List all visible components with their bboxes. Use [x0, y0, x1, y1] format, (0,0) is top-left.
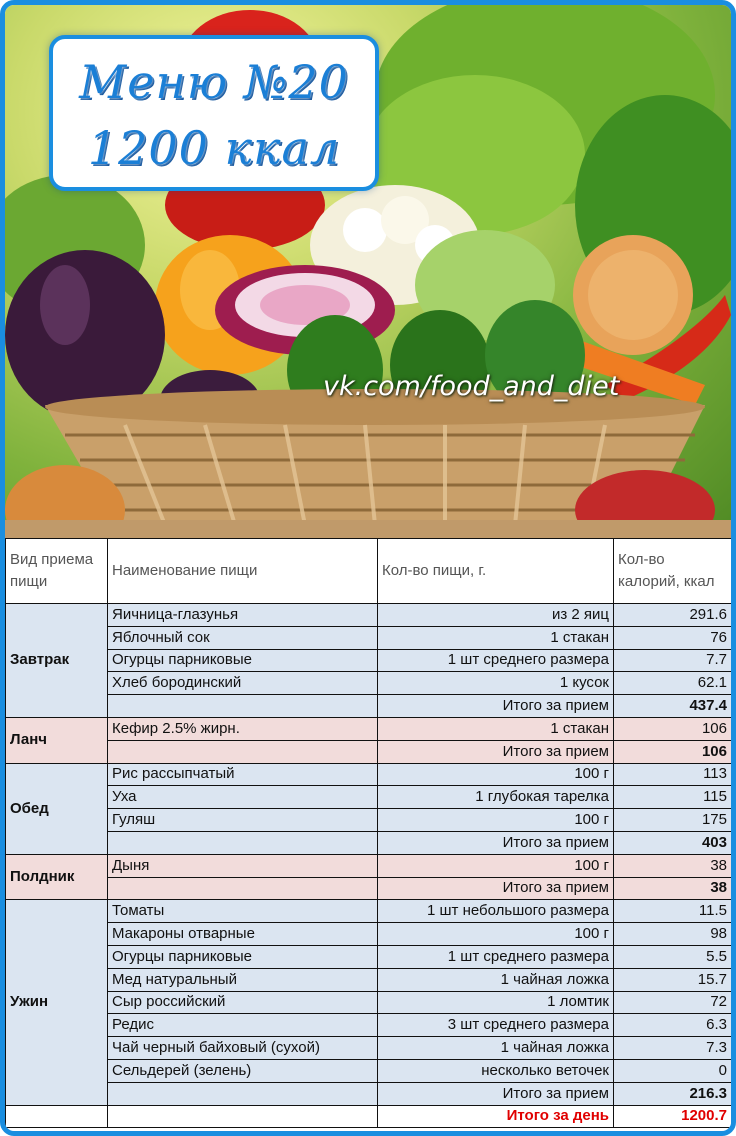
- food-quantity: 1 глубокая тарелка: [378, 786, 614, 809]
- food-quantity: 100 г: [378, 809, 614, 832]
- food-name: Кефир 2.5% жирн.: [108, 717, 378, 740]
- food-calories: 98: [614, 923, 732, 946]
- table-row: [6, 854, 732, 877]
- food-name: Макароны отварные: [108, 923, 378, 946]
- food-quantity: 1 стакан: [378, 626, 614, 649]
- meal-total-spacer: [108, 740, 378, 763]
- food-calories: 76: [614, 626, 732, 649]
- meal-total-value: 403: [614, 831, 732, 854]
- food-calories: 291.6: [614, 604, 732, 627]
- menu-title-box: [49, 35, 379, 191]
- food-calories: 113: [614, 763, 732, 786]
- food-calories: 62.1: [614, 672, 732, 695]
- meal-total-spacer: [108, 831, 378, 854]
- food-name: Гуляш: [108, 809, 378, 832]
- table-row: [6, 626, 732, 649]
- food-quantity: 100 г: [378, 854, 614, 877]
- food-name: Сыр российский: [108, 991, 378, 1014]
- meal-total-label: Итого за прием: [378, 877, 614, 900]
- day-total-spacer-food: [108, 1105, 378, 1128]
- meal-total-label: Итого за прием: [378, 695, 614, 718]
- meal-total-spacer: [108, 1082, 378, 1105]
- menu-title: Меню №20: [79, 55, 349, 109]
- day-total-row: [6, 1105, 732, 1128]
- food-name: Уха: [108, 786, 378, 809]
- meal-name: Завтрак: [6, 604, 108, 718]
- food-quantity: 100 г: [378, 923, 614, 946]
- food-name: Чай черный байховый (сухой): [108, 1037, 378, 1060]
- food-quantity: 1 шт небольшого размера: [378, 900, 614, 923]
- menu-table-body: [6, 604, 732, 1128]
- meal-total-row: [6, 831, 732, 854]
- food-name: Хлеб бородинский: [108, 672, 378, 695]
- food-name: Редис: [108, 1014, 378, 1037]
- meal-total-value: 437.4: [614, 695, 732, 718]
- header-meal: Вид приема пищи: [6, 539, 108, 604]
- table-row: [6, 991, 732, 1014]
- table-row: [6, 717, 732, 740]
- food-calories: 0: [614, 1059, 732, 1082]
- food-quantity: 1 шт среднего размера: [378, 945, 614, 968]
- meal-name: Полдник: [6, 854, 108, 900]
- table-row: [6, 1037, 732, 1060]
- menu-table: [5, 538, 732, 1128]
- food-calories: 5.5: [614, 945, 732, 968]
- meal-total-row: [6, 695, 732, 718]
- header-calories: Кол-во калорий, ккал: [614, 539, 732, 604]
- meal-name: Ланч: [6, 717, 108, 763]
- food-name: Огурцы парниковые: [108, 649, 378, 672]
- table-row: [6, 649, 732, 672]
- food-quantity: 1 чайная ложка: [378, 1037, 614, 1060]
- meal-total-row: [6, 740, 732, 763]
- food-name: Сельдерей (зелень): [108, 1059, 378, 1082]
- food-calories: 7.7: [614, 649, 732, 672]
- meal-total-label: Итого за прием: [378, 1082, 614, 1105]
- meal-total-label: Итого за прием: [378, 831, 614, 854]
- food-quantity: 1 шт среднего размера: [378, 649, 614, 672]
- table-row: [6, 1014, 732, 1037]
- food-name: Огурцы парниковые: [108, 945, 378, 968]
- food-calories: 175: [614, 809, 732, 832]
- food-name: Дыня: [108, 854, 378, 877]
- day-total-label: Итого за день: [378, 1105, 614, 1128]
- table-row: [6, 945, 732, 968]
- vegetable-basket-photo: [5, 5, 731, 538]
- menu-calorie-target: 1200 ккал: [87, 121, 341, 175]
- food-calories: 115: [614, 786, 732, 809]
- meal-total-spacer: [108, 877, 378, 900]
- food-quantity: из 2 яиц: [378, 604, 614, 627]
- source-watermark: vk.com/food_and_diet: [323, 371, 620, 402]
- table-row: [6, 923, 732, 946]
- food-quantity: несколько веточек: [378, 1059, 614, 1082]
- table-header-row: [6, 539, 732, 604]
- food-quantity: 3 шт среднего размера: [378, 1014, 614, 1037]
- header-qty: Кол-во пищи, г.: [378, 539, 614, 604]
- food-calories: 106: [614, 717, 732, 740]
- food-calories: 38: [614, 854, 732, 877]
- food-calories: 7.3: [614, 1037, 732, 1060]
- meal-name: Ужин: [6, 900, 108, 1105]
- meal-total-value: 106: [614, 740, 732, 763]
- day-total-value: 1200.7: [614, 1105, 732, 1128]
- food-name: Рис рассыпчатый: [108, 763, 378, 786]
- meal-total-spacer: [108, 695, 378, 718]
- meal-total-value: 38: [614, 877, 732, 900]
- table-row: [6, 968, 732, 991]
- meal-total-label: Итого за прием: [378, 740, 614, 763]
- table-row: [6, 809, 732, 832]
- table-row: [6, 672, 732, 695]
- header-food: Наименование пищи: [108, 539, 378, 604]
- food-quantity: 1 кусок: [378, 672, 614, 695]
- table-row: [6, 1059, 732, 1082]
- food-name: Мед натуральный: [108, 968, 378, 991]
- food-calories: 11.5: [614, 900, 732, 923]
- food-quantity: 100 г: [378, 763, 614, 786]
- meal-total-value: 216.3: [614, 1082, 732, 1105]
- food-calories: 15.7: [614, 968, 732, 991]
- food-name: Яблочный сок: [108, 626, 378, 649]
- table-row: [6, 900, 732, 923]
- meal-name: Обед: [6, 763, 108, 854]
- food-name: Томаты: [108, 900, 378, 923]
- food-calories: 72: [614, 991, 732, 1014]
- food-quantity: 1 стакан: [378, 717, 614, 740]
- food-quantity: 1 чайная ложка: [378, 968, 614, 991]
- meal-total-row: [6, 1082, 732, 1105]
- table-row: [6, 763, 732, 786]
- meal-total-row: [6, 877, 732, 900]
- day-total-spacer-meal: [6, 1105, 108, 1128]
- food-name: Яичница-глазунья: [108, 604, 378, 627]
- food-quantity: 1 ломтик: [378, 991, 614, 1014]
- food-calories: 6.3: [614, 1014, 732, 1037]
- table-row: [6, 786, 732, 809]
- table-row: [6, 604, 732, 627]
